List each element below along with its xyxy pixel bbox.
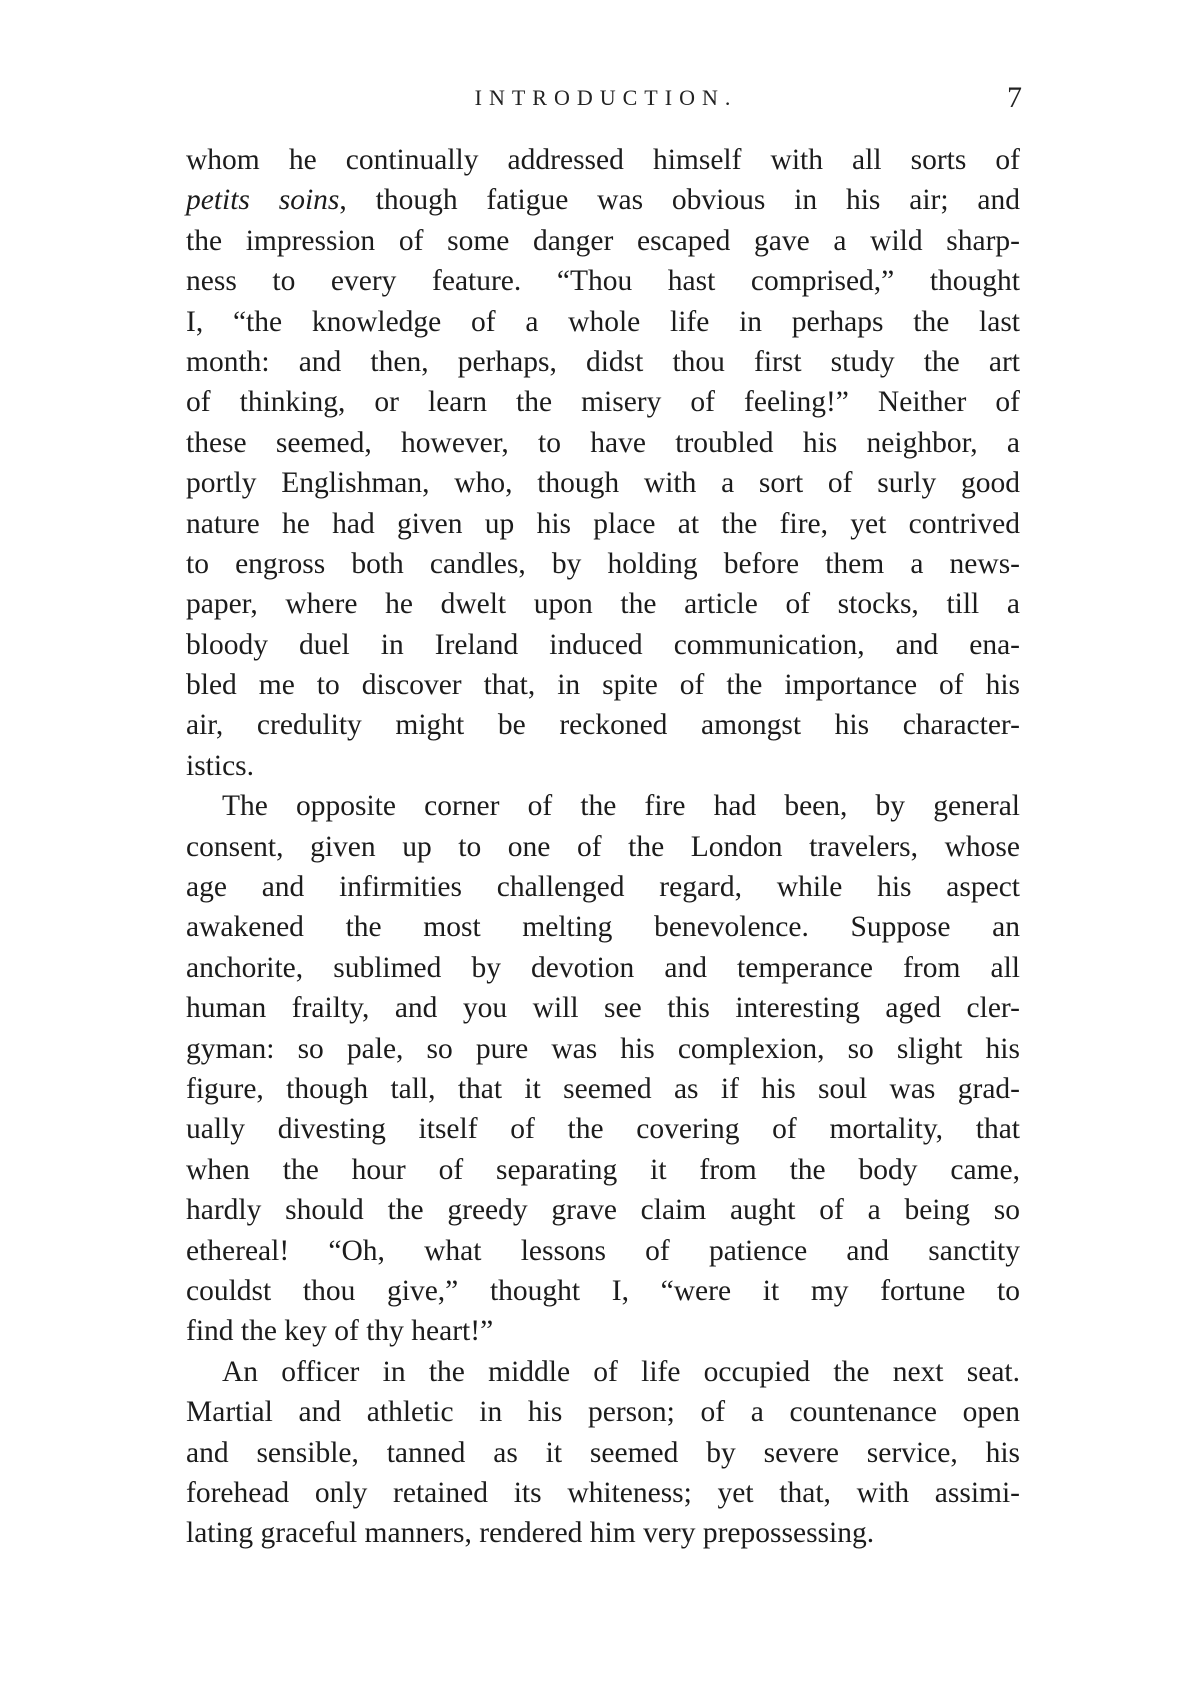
text-line: the impression of some danger escaped gave a wild sharp- [186, 224, 1020, 257]
text-line: bled me to discover that, in spite of the importance of his [186, 669, 1020, 702]
text-line [186, 180, 1020, 220]
text-line: gyman: so pale, so pure was his complexion, so slight his [186, 1032, 1020, 1065]
text-line: bloody duel in Ireland induced communication, and ena- [186, 628, 1020, 661]
text-line: figure, though tall, that it seemed as if his soul was grad- [186, 1072, 1020, 1105]
text-line: An officer in the middle of life occupied the next seat. [222, 1355, 1020, 1388]
page-number: 7 [1007, 81, 1022, 114]
text-line: of thinking, or learn the misery of feeling!” Neither of [186, 386, 1020, 419]
text-line: anchorite, sublimed by devotion and temperance from all [186, 951, 1020, 984]
text-fragment: , though fatigue was obvious in his air; and [339, 184, 1020, 217]
text-line: find the key of thy heart!” [186, 1315, 494, 1348]
text-line: and sensible, tanned as it seemed by severe service, his [186, 1436, 1020, 1469]
text-line: forehead only retained its whiteness; yet that, with assimi- [186, 1476, 1020, 1509]
text-line: whom he continually addressed himself with all sorts of [186, 144, 1020, 176]
text-line: hardly should the greedy grave claim aught of a being so [186, 1194, 1020, 1227]
text-line: ness to every feature. “Thou hast comprised,” thought [186, 265, 1020, 298]
paragraph-2 [186, 786, 1020, 1351]
text-line: nature he had given up his place at the fire, yet contrived [186, 507, 1020, 540]
text-line: ually divesting itself of the covering of mortality, that [186, 1113, 1020, 1146]
text-line: when the hour of separating it from the body came, [186, 1153, 1020, 1186]
text-line: lating graceful manners, rendered him very prepossessing. [186, 1517, 875, 1550]
italic-phrase: petits soins [186, 184, 340, 217]
text-line: consent, given up to one of the London travelers, whose [186, 830, 1020, 863]
text-line: air, credulity might be reckoned amongst his character- [186, 709, 1020, 742]
text-line: month: and then, perhaps, didst thou first study the art [186, 345, 1020, 378]
paragraph-1 [186, 140, 1020, 786]
text-line: The opposite corner of the fire had been, by general [222, 790, 1020, 823]
body-text [186, 140, 1020, 1554]
running-title: INTRODUCTION. [474, 85, 738, 110]
text-line: awakened the most melting benevolence. Suppose an [186, 911, 1020, 944]
text-line: portly Englishman, who, though with a sort of surly good [186, 467, 1020, 500]
text-line: to engross both candles, by holding before them a news- [186, 547, 1020, 580]
text-line: I, “the knowledge of a whole life in perhaps the last [186, 305, 1020, 338]
paragraph-3 [186, 1352, 1020, 1554]
text-line: paper, where he dwelt upon the article of stocks, till a [186, 588, 1020, 621]
text-line: human frailty, and you will see this interesting aged cler- [186, 992, 1020, 1025]
text-line: couldst thou give,” thought I, “were it my fortune to [186, 1274, 1020, 1307]
text-line: istics. [186, 749, 255, 782]
running-header [190, 80, 1022, 116]
text-line: ethereal! “Oh, what lessons of patience and sanctity [186, 1234, 1020, 1267]
text-line: these seemed, however, to have troubled his neighbor, a [186, 426, 1020, 459]
text-line: Martial and athletic in his person; of a countenance open [186, 1396, 1020, 1429]
text-line: age and infirmities challenged regard, while his aspect [186, 871, 1020, 904]
